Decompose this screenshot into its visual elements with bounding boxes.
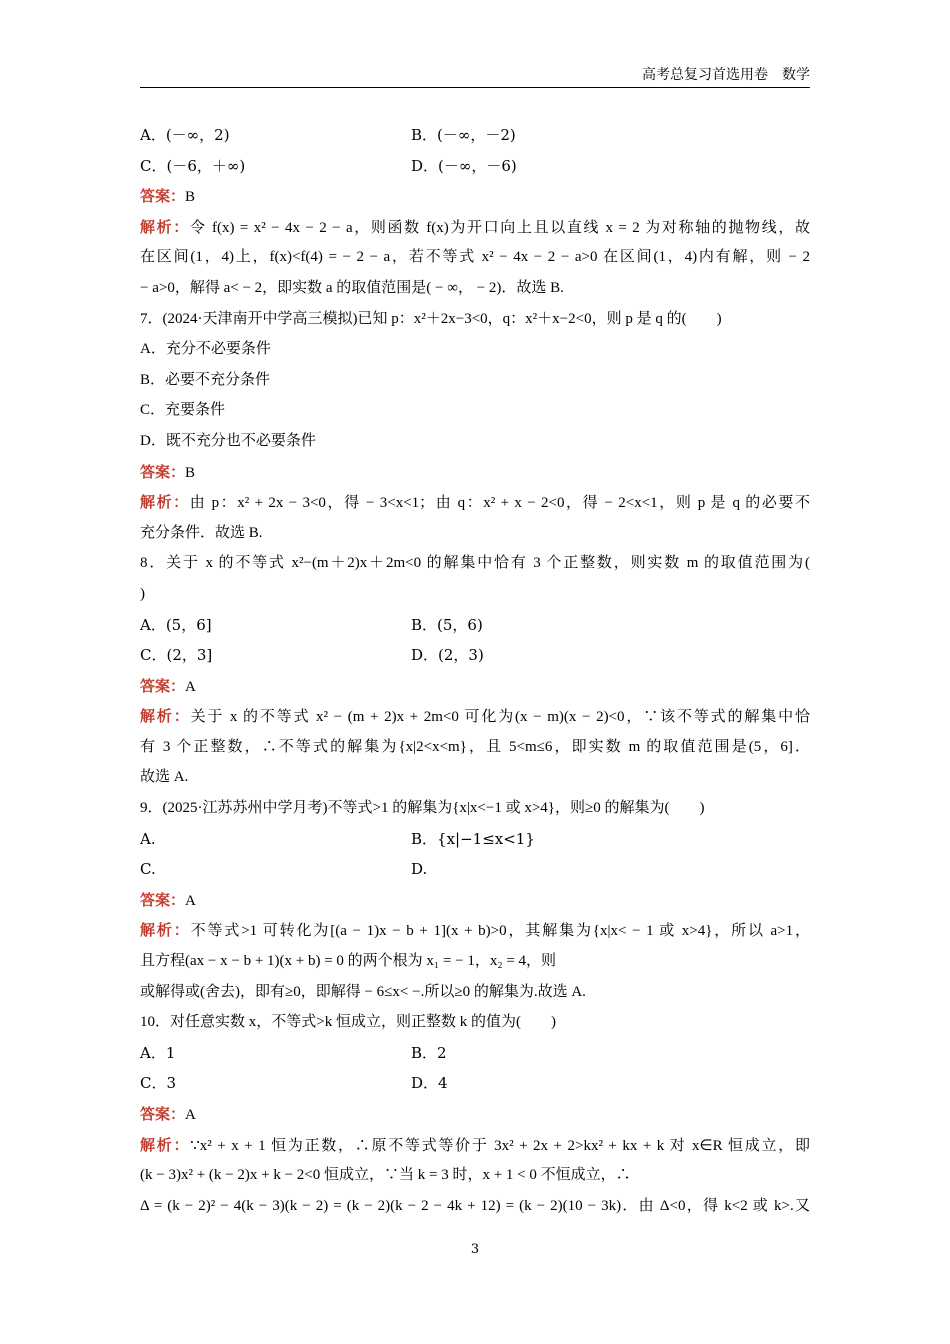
text-line: D．既不充分也不必要条件 bbox=[140, 432, 316, 449]
option-left: C．(－6，＋∞) bbox=[140, 156, 246, 175]
answer-label: 答案： bbox=[140, 1105, 186, 1123]
document-body bbox=[140, 120, 810, 1221]
text-line: B．必要不充分条件 bbox=[140, 371, 271, 388]
text-line: (k − 3)x² + (k − 2)x + k − 2<0 恒成立，∵当 k = 3 时，x + 1 < 0 不恒成立，∴ bbox=[140, 1167, 631, 1184]
explanation-label: 解析： bbox=[140, 493, 190, 512]
text-line: 7．(2024·天津南开中学高三模拟)已知 p：x²＋2x−3<0，q：x²＋x−2<0，则 p 是 q 的( ) bbox=[140, 310, 722, 327]
answer-value: B bbox=[185, 189, 196, 206]
explanation-label: 解析： bbox=[140, 921, 191, 940]
explanation-label: 解析： bbox=[140, 217, 190, 236]
option-row bbox=[140, 824, 810, 855]
option-left: A. bbox=[140, 829, 156, 848]
explanation-line bbox=[140, 487, 810, 518]
answer-label: 答案： bbox=[140, 462, 186, 481]
answer-line bbox=[140, 885, 810, 916]
text-line: 故选 A. bbox=[140, 769, 189, 786]
option-left: A．1 bbox=[140, 1043, 176, 1062]
page-number: 3 bbox=[470, 1242, 480, 1257]
text-line: 充分条件．故选 B. bbox=[140, 524, 263, 541]
option-left: A．(－∞，2) bbox=[140, 126, 230, 144]
option-right: B．(5，6) bbox=[411, 615, 483, 634]
answer-value: B bbox=[185, 464, 196, 481]
text-line: A．充分不必要条件 bbox=[140, 341, 271, 358]
explanation-label: 解析： bbox=[140, 1135, 191, 1154]
explanation-line bbox=[140, 1130, 810, 1161]
explanation-line bbox=[140, 915, 810, 946]
text-line: 或解得或(舍去)，即有≥0，即解得 − 6≤x< −.所以≥0 的解集为.故选 A. bbox=[140, 983, 586, 1000]
explanation-text: 令 f(x) = x² − 4x − 2 − a，则函数 f(x)为开口向上且以直线 x = 2 为对称轴的抛物线，故 bbox=[189, 219, 810, 236]
text-line: − a>0，解得 a< − 2，即实数 a 的取值范围是( − ∞， − 2)．故选 B. bbox=[140, 279, 564, 296]
text-line: ) bbox=[140, 585, 145, 602]
option-right: D．(－∞，－6) bbox=[411, 156, 517, 175]
answer-label: 答案： bbox=[140, 676, 186, 695]
option-right: D. bbox=[411, 860, 428, 879]
answer-label: 答案： bbox=[140, 187, 186, 206]
header-divider bbox=[140, 87, 810, 88]
explanation-text: 由 p：x² + 2x − 3<0，得 − 3<x<1；由 q：x² + x − 2<0，得 − 2<x<1，则 p 是 q 的必要不 bbox=[189, 495, 810, 512]
text-line: 且方程(ax − x − b + 1)(x + b) = 0 的两个根为 x₁ = − 1，x₂ = 4，则 bbox=[140, 953, 557, 970]
text-line: 在区间(1，4)上，f(x)<f(4) = − 2 − a，若不等式 x² − 4x − 2 − a>0 在区间(1，4)内有解，则 − 2 bbox=[140, 249, 810, 266]
option-row bbox=[140, 640, 810, 671]
explanation-text: 不等式>1 可转化为[(a − 1)x − b + 1](x + b)>0，其解集为{x|x< − 1 或 x>4}，所以 a>1， bbox=[190, 923, 810, 940]
option-left: C．3 bbox=[140, 1074, 177, 1093]
option-left: A．(5，6] bbox=[140, 615, 212, 634]
option-left: C. bbox=[140, 860, 156, 879]
answer-line bbox=[140, 671, 810, 702]
option-left: C．(2，3] bbox=[140, 646, 213, 665]
answer-value: A bbox=[185, 1107, 196, 1123]
answer-label: 答案： bbox=[140, 890, 186, 909]
answer-line bbox=[140, 1099, 810, 1130]
option-row bbox=[140, 1068, 810, 1099]
answer-value: A bbox=[185, 678, 196, 695]
option-row bbox=[140, 610, 810, 641]
option-right: B．2 bbox=[411, 1043, 447, 1062]
text-line: 9．(2025·江苏苏州中学月考)不等式>1 的解集为{x|x<−1 或 x>4}，则≥0 的解集为( ) bbox=[140, 800, 705, 817]
text-line: C．充要条件 bbox=[140, 402, 226, 419]
page-header: 高考总复习首选用卷 数学 bbox=[642, 67, 810, 83]
explanation-line bbox=[140, 701, 810, 732]
option-right: D．(2，3) bbox=[411, 646, 484, 665]
text-line: 10．对任意实数 x，不等式>k 恒成立，则正整数 k 的值为( ) bbox=[140, 1014, 556, 1031]
text-line: 8．关于 x 的不等式 x²−(m＋2)x＋2m<0 的解集中恰有 3 个正整数，则实数 m 的取值范围为( bbox=[140, 555, 810, 572]
answer-value: A bbox=[185, 892, 196, 909]
text-line: 有 3 个正整数，∴不等式的解集为{x|2<x<m}，且 5<m≤6，即实数 m 的取值范围是(5，6]． bbox=[140, 738, 810, 755]
option-row bbox=[140, 854, 810, 885]
option-row bbox=[140, 1038, 810, 1069]
option-row bbox=[140, 120, 810, 151]
text-line: Δ = (k − 2)² − 4(k − 3)(k − 2) = (k − 2)(k − 2 − 4k + 12) = (k − 2)(10 − 3k)．由 Δ<0，得 k<2 或 k>.又 bbox=[140, 1197, 810, 1214]
explanation-label: 解析： bbox=[140, 707, 191, 726]
answer-line bbox=[140, 181, 810, 212]
option-right: D．4 bbox=[411, 1074, 448, 1093]
option-right: B．{x|−1≤x<1} bbox=[411, 829, 535, 848]
option-row bbox=[140, 151, 810, 182]
explanation-line bbox=[140, 212, 810, 243]
explanation-text: 关于 x 的不等式 x² − (m + 2)x + 2m<0 可化为(x − m)(x − 2)<0，∵该不等式的解集中恰 bbox=[190, 709, 810, 726]
option-right: B．(－∞，－2) bbox=[411, 126, 516, 144]
answer-line bbox=[140, 457, 810, 488]
explanation-text: ∵x² + x + 1 恒为正数，∴原不等式等价于 3x² + 2x + 2>kx² + kx + k 对 x∈R 恒成立，即 bbox=[190, 1137, 810, 1154]
